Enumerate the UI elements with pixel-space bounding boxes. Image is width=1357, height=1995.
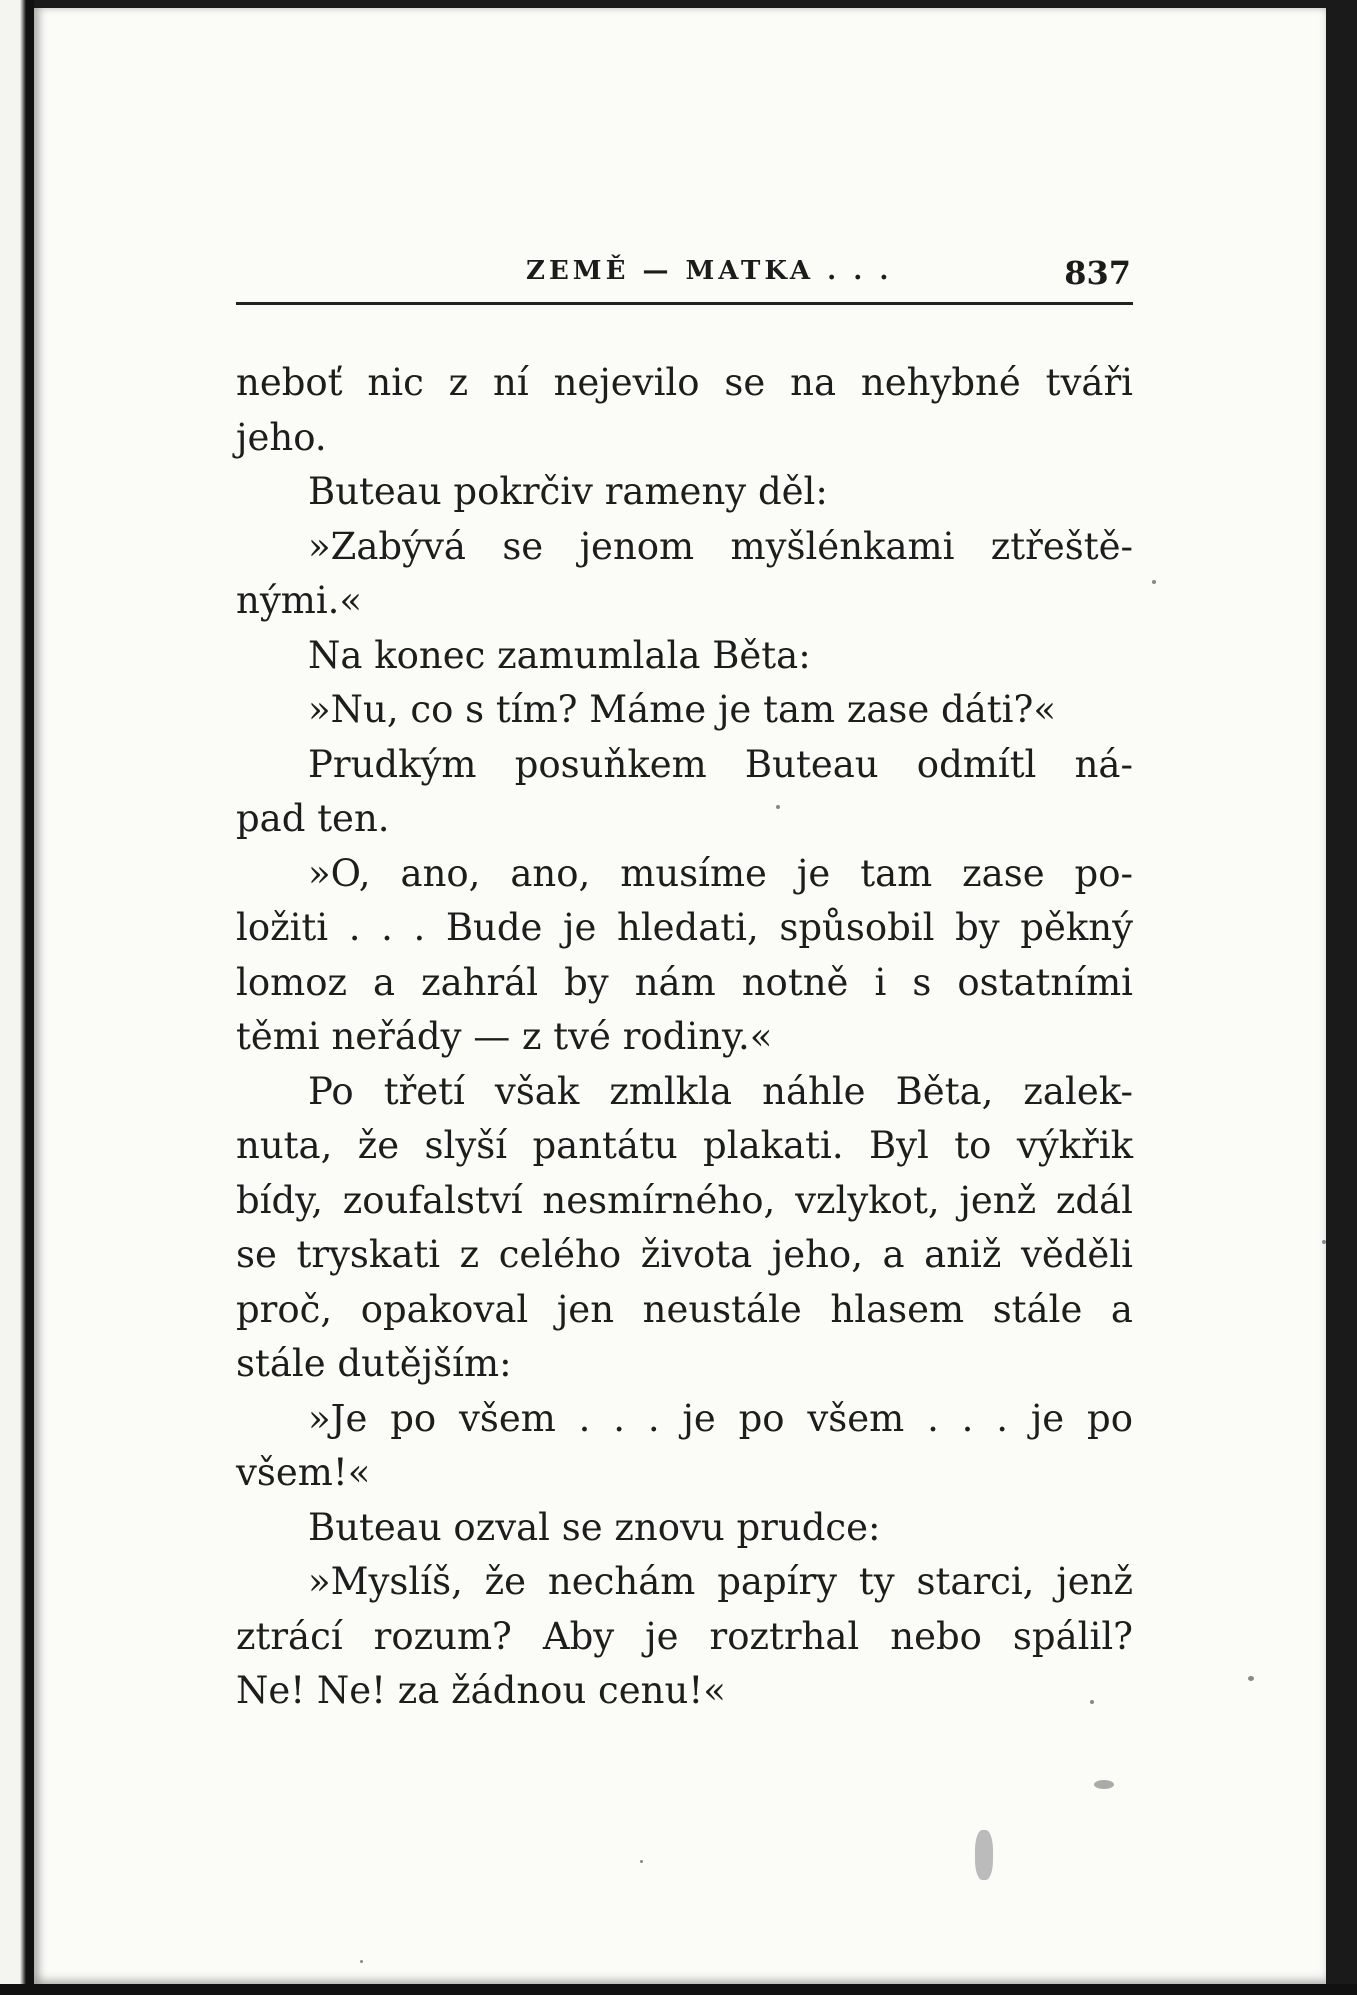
page-left-edge <box>0 0 34 1995</box>
paper-speck <box>640 1860 643 1863</box>
text-line: lomoz a zahrál by nám notně i s ostatními <box>236 960 1133 1004</box>
text-line: všem!« <box>236 1451 371 1494</box>
text-line: jeho. <box>236 415 327 459</box>
paper-speck <box>1322 1240 1326 1244</box>
text-line: ložiti . . . Bude je hledati, spůsobil by pěkný <box>236 906 1133 949</box>
text-line: Po třetí však zmlkla náhle Běta, zalek- <box>308 1069 1133 1113</box>
text-line: Na konec zamumlala Běta: <box>308 633 811 677</box>
text-line: »Myslíš, že nechám papíry ty starci, jenž <box>308 1560 1133 1603</box>
text-line: »Je po všem . . . je po všem . . . je po <box>308 1396 1133 1440</box>
text-line: neboť nic z ní nejevilo se na nehybné tváři <box>236 361 1133 404</box>
text-line: Buteau pokrčiv rameny děl: <box>308 470 828 513</box>
text-line: proč, opakoval jen neustále hlasem stále a <box>236 1287 1133 1331</box>
text-line: Prudkým posuňkem Buteau odmítl ná- <box>308 742 1133 786</box>
page-number: 837 <box>1064 254 1131 292</box>
paper-speck <box>975 1830 993 1880</box>
text-line: Buteau ozval se znovu prudce: <box>308 1505 881 1549</box>
text-line: pad ten. <box>236 797 390 840</box>
text-line: nými.« <box>236 579 363 622</box>
text-line: »Zabývá se jenom myšlénkami ztřeště- <box>308 524 1133 568</box>
text-line: ztrácí rozum? Aby je roztrhal nebo spálil? <box>236 1614 1133 1658</box>
paper-speck <box>360 1960 363 1963</box>
text-line: se tryskati z celého života jeho, a aniž věděli <box>236 1233 1133 1276</box>
page-bottom-edge <box>0 1984 1357 1995</box>
text-line: stále dutějším: <box>236 1342 512 1385</box>
paper-speck <box>1090 1700 1094 1704</box>
body-text <box>236 356 1133 1719</box>
paper-speck <box>1152 580 1156 584</box>
text-line: nuta, že slyší pantátu plakati. Byl to výkřik <box>236 1124 1133 1167</box>
text-line: Ne! Ne! za žádnou cenu!« <box>236 1669 726 1712</box>
running-head: ZEMĚ — MATKA . . . <box>526 256 893 286</box>
text-line: bídy, zoufalství nesmírného, vzlykot, jenž zdál <box>236 1178 1133 1222</box>
text-line: těmi neřády — z tvé rodiny.« <box>236 1015 773 1058</box>
page-header <box>236 248 1133 305</box>
paper-speck <box>776 805 780 809</box>
text-line: »O, ano, ano, musíme je tam zase po- <box>308 851 1133 895</box>
text-line: »Nu, co s tím? Máme je tam zase dáti?« <box>308 688 1056 731</box>
paper-speck <box>1094 1780 1114 1789</box>
paper-speck <box>1248 1676 1254 1681</box>
